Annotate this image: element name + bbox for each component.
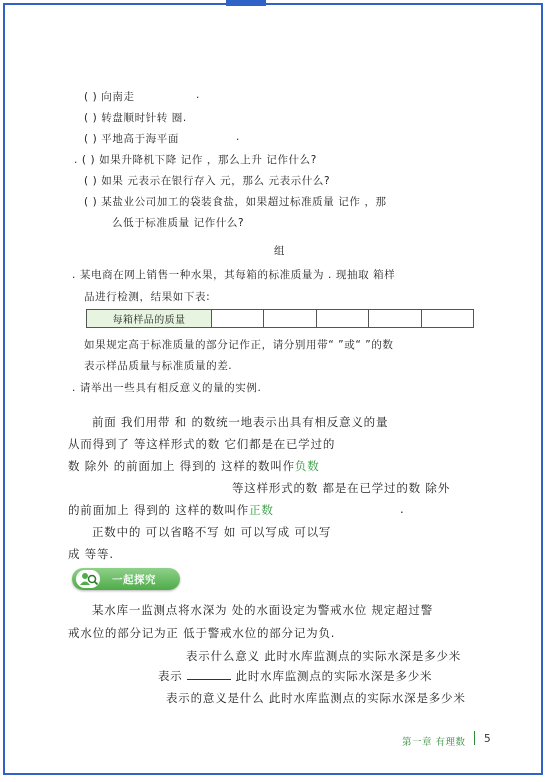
explore-line: 某水库一监测点将水深为 处的水面设定为警戒水位 规定超过警	[92, 603, 434, 617]
exercise-item: 么低于标准质量 记作什么?	[112, 217, 245, 229]
table-cell	[264, 310, 316, 327]
question-line: 如果规定高于标准质量的部分记作正，请分别用带“ ”或“ ”的数	[84, 339, 394, 351]
exercise-item: ( ) 如果 元表示在银行存入 元，那么 元表示什么?	[84, 175, 331, 187]
exercise-item: ( ) 某盐业公司加工的袋装食盐，如果超过标准质量 记作 ，那	[84, 196, 387, 208]
table-cell	[212, 310, 264, 327]
top-tab-marker	[226, 0, 266, 6]
question-line: . 某电商在网上销售一种水果，其每箱的标准质量为 . 现抽取 箱样	[72, 269, 396, 281]
summary-line: 成 等等.	[68, 547, 114, 561]
question-line: 品进行检测，结果如下表:	[84, 291, 211, 303]
table-header: 每箱样品的质量	[87, 310, 212, 327]
table-cell	[369, 310, 421, 327]
table-cell	[422, 310, 473, 327]
summary-line: 正数中的 可以省略不写 如 可以写成 可以写	[92, 525, 332, 539]
footer-divider	[474, 731, 475, 745]
explore-text: 表示	[158, 669, 183, 683]
explore-question	[158, 668, 432, 684]
chapter-label: 第一章 有理数	[402, 737, 466, 748]
summary-line: 前面 我们用带 和 的数统一地表示出具有相反意义的量	[92, 415, 389, 429]
explore-question: 表示什么意义 此时水库监测点的实际水深是多少米	[186, 649, 462, 663]
explore-text: 此时水库监测点的实际水深是多少米	[235, 669, 433, 683]
summary-text: 数 除外 的前面加上 得到的 这样的数叫作	[68, 459, 295, 473]
sample-table	[86, 309, 474, 328]
exercise-dot: .	[236, 131, 240, 143]
summary-line	[68, 458, 320, 474]
table-cell	[317, 310, 369, 327]
term-negative: 负数	[294, 459, 320, 473]
page-number: 5	[484, 733, 491, 745]
question-line: . 请举出一些具有相反意义的量的实例.	[72, 382, 262, 394]
answer-blank	[187, 669, 231, 680]
term-positive: 正数	[249, 503, 274, 517]
summary-line: 等这样形式的数 都是在已学过的数 除外	[232, 481, 451, 495]
summary-text: 的前面加上 得到的 这样的数叫作	[68, 503, 250, 517]
question-line: 表示样品质量与标准质量的差.	[84, 360, 233, 372]
exercise-item: ( ) 平地高于海平面	[84, 133, 179, 145]
group-label: 组	[274, 245, 286, 257]
explore-question: 表示的意义是什么 此时水库监测点的实际水深是多少米	[166, 691, 466, 705]
summary-line	[68, 502, 274, 518]
magnifier-people-icon	[76, 570, 100, 588]
exercise-item: . ( ) 如果升降机下降 记作 ，那么上升 记作什么?	[74, 154, 317, 166]
exercise-item: ( ) 转盘顺时针转 圈.	[84, 112, 187, 124]
explore-line: 戒水位的部分记为正 低于警戒水位的部分记为负.	[68, 626, 336, 640]
summary-line: 从而得到了 等这样形式的数 它们都是在已学过的	[68, 437, 336, 451]
explore-title: 一起探究	[112, 574, 156, 586]
summary-dot: .	[400, 502, 405, 516]
exercise-item: ( ) 向南走	[84, 91, 135, 103]
explore-banner	[72, 568, 180, 590]
exercise-dot: .	[196, 89, 200, 101]
